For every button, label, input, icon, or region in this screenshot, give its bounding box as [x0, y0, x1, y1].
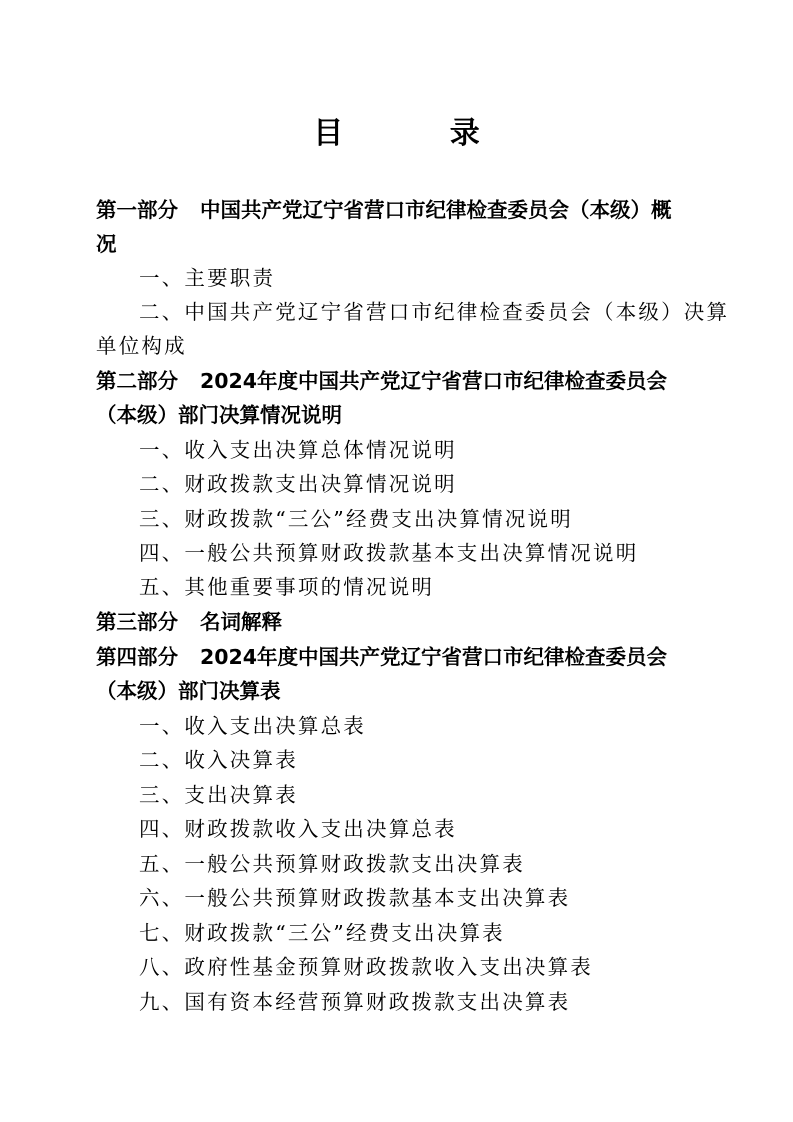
toc-item[interactable]: 二、中国共产党辽宁省营口市纪律检查委员会（本级）决算 — [139, 300, 730, 324]
toc-item[interactable]: 六、一般公共预算财政拨款基本支出决算表 — [139, 886, 571, 910]
toc-part-2-heading[interactable] — [96, 364, 667, 398]
toc-part-4-heading-cont[interactable] — [96, 674, 281, 708]
toc-part-3-heading[interactable] — [96, 605, 282, 639]
toc-part-title-cont: （本级）部门决算情况说明 — [96, 403, 342, 427]
toc-part-title: 中国共产党辽宁省营口市纪律检查委员会（本级）概 — [200, 198, 672, 222]
toc-item[interactable]: 四、财政拨款收入支出决算总表 — [139, 817, 457, 841]
toc-item[interactable]: 四、一般公共预算财政拨款基本支出决算情况说明 — [139, 541, 639, 565]
page-title: 目 录 — [313, 116, 528, 151]
toc-part-label: 第二部分 — [96, 369, 178, 393]
toc-part-title-cont: 况 — [96, 232, 117, 256]
toc-item[interactable]: 三、财政拨款“三公”经费支出决算情况说明 — [139, 507, 573, 531]
toc-part-label: 第四部分 — [96, 645, 178, 669]
toc-part-label: 第一部分 — [96, 198, 178, 222]
toc-item[interactable]: 七、财政拨款“三公”经费支出决算表 — [139, 921, 505, 945]
toc-item[interactable]: 一、收入支出决算总表 — [139, 714, 366, 738]
toc-part-title: 2024年度中国共产党辽宁省营口市纪律检查委员会 — [200, 369, 668, 393]
toc-item[interactable]: 三、支出决算表 — [139, 783, 298, 807]
toc-item[interactable]: 一、收入支出决算总体情况说明 — [139, 438, 457, 462]
toc-item[interactable]: 一、主要职责 — [139, 266, 276, 290]
toc-part-title: 名词解释 — [200, 610, 282, 634]
toc-part-title: 2024年度中国共产党辽宁省营口市纪律检查委员会 — [200, 645, 668, 669]
toc-part-1-heading-cont[interactable] — [96, 227, 117, 261]
toc-item[interactable]: 二、收入决算表 — [139, 748, 298, 772]
toc-item[interactable]: 五、一般公共预算财政拨款支出决算表 — [139, 852, 525, 876]
toc-part-title-cont: （本级）部门决算表 — [96, 679, 281, 703]
toc-item[interactable]: 二、财政拨款支出决算情况说明 — [139, 472, 457, 496]
toc-part-label: 第三部分 — [96, 610, 178, 634]
toc-item[interactable]: 九、国有资本经营预算财政拨款支出决算表 — [139, 990, 571, 1014]
toc-part-1-heading[interactable] — [96, 193, 672, 227]
toc-part-2-heading-cont[interactable] — [96, 398, 342, 432]
toc-item[interactable]: 五、其他重要事项的情况说明 — [139, 575, 435, 599]
toc-item[interactable]: 八、政府性基金预算财政拨款收入支出决算表 — [139, 955, 593, 979]
toc-part-4-heading[interactable] — [96, 640, 667, 674]
toc-item-cont[interactable]: 单位构成 — [96, 334, 187, 358]
